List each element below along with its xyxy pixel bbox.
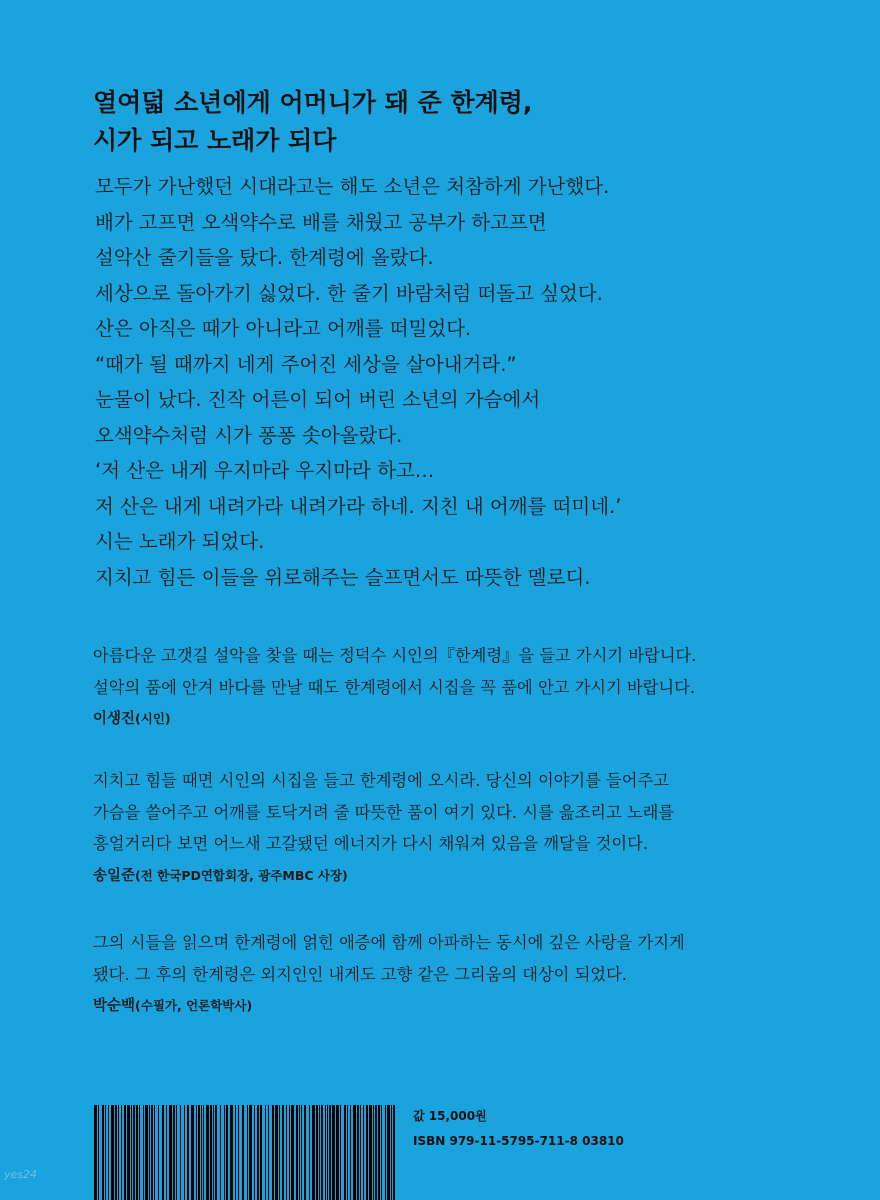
headline-line-1: 열여덟 소년에게 어머니가 돼 준 한계령, [93,88,533,117]
blurb-author: 송일준 [93,867,136,884]
barcode-bar [321,1105,323,1200]
barcode-bar [289,1105,290,1200]
barcode-bar [363,1105,364,1200]
barcode-bar [304,1105,306,1200]
barcode-bar [360,1105,361,1200]
poem-line: 저 산은 내게 내려가라 내려가라 하네. 지친 내 어깨를 떠미네.’ [95,494,622,518]
barcode-bar [121,1105,122,1200]
poem-line: ‘저 산은 내게 우지마라 우지마라 하고… [95,459,435,482]
blurb-line: 설악의 품에 안겨 바다를 만날 때도 한계령에서 시집을 꼭 품에 안고 가시기 바랍니다. [93,677,696,697]
barcode-bar [366,1105,368,1200]
blurb-attribution [93,860,674,893]
barcode-bar [151,1105,153,1200]
barcode-bar [336,1105,339,1200]
barcode-bar [299,1105,300,1200]
barcode-bar [158,1105,159,1200]
barcode-bar [327,1105,328,1200]
barcode-bar [145,1105,148,1200]
blurb-line: 흥얼거리다 보면 어느새 고갈됐던 에너지가 다시 채워져 있음을 깨달을 것이다. [93,834,649,853]
barcode-bar [385,1105,386,1200]
barcode-bar [213,1105,214,1200]
barcode-bar [187,1105,189,1200]
blurb-lee-saengjin [93,640,696,736]
barcode-bar [176,1105,177,1200]
isbn-label: ISBN 979-11-5795-711-8 03810 [413,1134,624,1148]
barcode-bar [224,1105,225,1200]
barcode-bar [350,1105,351,1200]
barcode-bar [201,1105,202,1200]
barcode-bar [139,1105,140,1200]
barcode-bar [94,1105,97,1200]
barcode-bar [291,1105,294,1200]
barcode-bar [375,1105,377,1200]
blurb-attribution [93,703,696,736]
blurb-line: 가슴을 쓸어주고 어깨를 토닥거려 줄 따뜻한 품이 여기 있다. 시를 읊조리고 노래를 [93,802,675,822]
poem-line: 설악산 줄기들을 탔다. 한계령에 올랐다. [95,246,434,269]
poem-line: 모두가 가난했던 시대라고는 해도 소년은 처참하게 가난했다. [95,175,610,198]
barcode-bar [206,1105,209,1200]
barcode-bar [115,1105,117,1200]
barcode-bar [272,1105,274,1200]
barcode-bar [242,1105,244,1200]
barcode-bar [215,1105,217,1200]
price-block [413,1104,624,1154]
barcode-bar [257,1105,259,1200]
barcode-bar [162,1105,164,1200]
blurb-author: 박순백 [93,998,136,1014]
poem-line: 산은 아직은 때가 아니라고 어깨를 떠밀었다. [95,317,472,340]
blurb-author-role: (전 한국PD연합회장, 광주MBC 사장) [135,867,348,883]
blurb-line: 됐다. 그 후의 한계령은 외지인인 내게도 고향 같은 그리움의 대상이 되었다. [93,964,627,984]
barcode-bar [149,1105,150,1200]
barcode-bar [268,1105,269,1200]
barcode-bar [220,1105,221,1200]
barcode-bar [301,1105,302,1200]
poem-line: 지치고 힘든 이들을 위로해주는 슬프면서도 따뜻한 멜로디. [95,565,591,589]
barcode-bar [319,1105,320,1200]
barcode-bar [340,1105,341,1200]
barcode-bar [184,1105,185,1200]
barcode-bar [282,1105,284,1200]
poem-line: 세상으로 돌아가기 싫었다. 한 줄기 바람처럼 떠돌고 싶었다. [95,281,603,305]
blurb-line: 그의 시들을 읽으며 한계령에 얽힌 애증에 함께 아파하는 동시에 깊은 사랑을 가지게 [93,933,685,952]
barcode-bar [108,1105,109,1200]
barcode-bar [105,1105,106,1200]
poem-line: 배가 고프면 오색약수로 배를 채웠고 공부가 하고프면 [95,210,547,234]
barcode-bar [131,1105,132,1200]
barcode-bar [249,1105,252,1200]
price-label: 값 15,000원 [413,1109,487,1123]
headline-line-2: 시가 되고 노래가 되다 [93,126,337,155]
barcode-bar [316,1105,318,1200]
barcode-bar [344,1105,346,1200]
barcode-bar [353,1105,356,1200]
poem-line: 시는 노래가 되었다. [95,530,265,553]
barcode-bar [373,1105,374,1200]
barcode-bar [275,1105,278,1200]
barcode-bar [118,1105,119,1200]
barcode-bar [136,1105,138,1200]
barcode-bar [347,1105,348,1200]
barcode-bar [265,1105,266,1200]
barcode-bar [391,1105,392,1200]
blurb-author: 이생진 [93,711,136,727]
barcode-bar [357,1105,359,1200]
poem-line: 오색약수처럼 시가 퐁퐁 솟아올랐다. [95,423,403,447]
barcode-bar [169,1105,172,1200]
barcode-bar [296,1105,298,1200]
blurb-author-role: (수필가, 언론학박사) [135,998,253,1013]
barcode-image [93,1105,398,1200]
blurb-author-role: (시인) [135,711,171,726]
barcode-bar [203,1105,204,1200]
barcode-bar [393,1105,395,1200]
barcode-bar [230,1105,233,1200]
barcode-bar [387,1105,390,1200]
poem-text [95,169,621,595]
barcode-bar [133,1105,135,1200]
barcode-bar [98,1105,99,1200]
barcode-bar [191,1105,194,1200]
poem-line: 눈물이 났다. 진작 어른이 되어 버린 소년의 가슴에서 [95,388,541,411]
barcode-bar [378,1105,380,1200]
barcode-bar [235,1105,236,1200]
barcode-bar [226,1105,228,1200]
barcode-bar [309,1105,310,1200]
barcode-bar [312,1105,315,1200]
headline [93,84,532,160]
barcode-bar [166,1105,167,1200]
barcode-bar [329,1105,331,1200]
barcode-bar [180,1105,181,1200]
barcode-bar [198,1105,200,1200]
barcode-bar [238,1105,239,1200]
barcode-bar [124,1105,126,1200]
poem-line: “때가 될 때까지 네게 주어진 세상을 살아내거라.” [95,352,517,376]
barcode-bar [286,1105,287,1200]
watermark-text: yes24 [4,1168,38,1181]
barcode-bar [173,1105,175,1200]
blurb-line: 지치고 힘들 때면 시인의 시집을 들고 한계령에 오시라. 당신의 이야기를 들어주고 [93,771,669,790]
barcode-bar [254,1105,255,1200]
barcode-bar [247,1105,248,1200]
barcode-bar [143,1105,144,1200]
blurb-song-iljun [93,765,674,892]
barcode-bar [127,1105,130,1200]
barcode-bar [154,1105,155,1200]
barcode-bar [210,1105,212,1200]
barcode-bar [260,1105,262,1200]
barcode-bar [102,1105,104,1200]
blurb-line: 아름다운 고갯길 설악을 찾을 때는 정덕수 시인의『한계령』을 들고 가시기 바랍니다. [93,646,697,665]
barcode-bar [381,1105,382,1200]
barcode-bar [111,1105,114,1200]
barcode-bar [279,1105,280,1200]
barcode-bar [196,1105,197,1200]
barcode-bar [369,1105,372,1200]
blurb-attribution [93,990,685,1023]
barcode-bar [332,1105,335,1200]
blurb-park-sunbaek [93,927,685,1023]
barcode-bar [325,1105,326,1200]
